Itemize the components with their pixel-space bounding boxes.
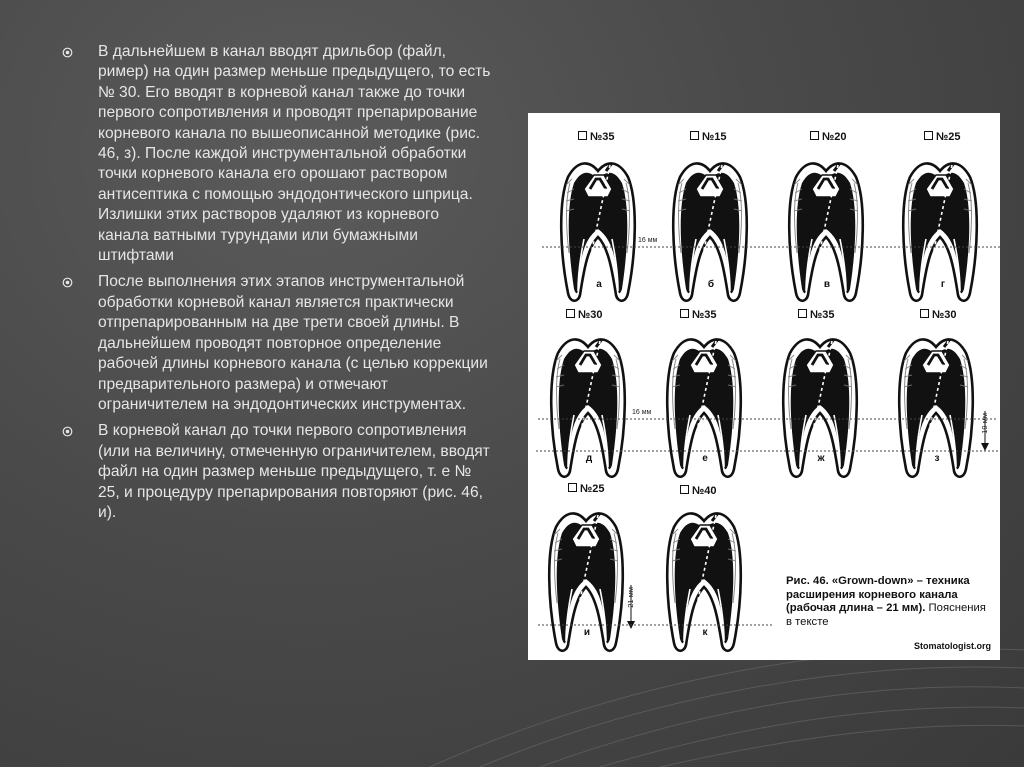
measure-label: 19 мм: [980, 413, 989, 434]
bullet-text: После выполнения этих этапов инструментальной обработки корневой канал является практически отпрепарированным на две трети своей длины. В дальнейшем проводят повторное определение рабочей длины корневого канала (с целью коррекции предварительного размера) и отмечают ограничителем на эндодонтических инструментах.: [98, 273, 488, 413]
instrument-size: №35: [810, 309, 835, 321]
circle-bullet-icon: [62, 277, 73, 288]
work-length-line: [538, 621, 774, 629]
instrument-size-label: [798, 309, 835, 321]
instrument-size-label: [680, 485, 717, 497]
tooth-letter: б: [707, 279, 715, 290]
tooth-letter: к: [702, 627, 708, 638]
instrument-size-label: [566, 309, 603, 321]
instrument-size: №20: [822, 131, 847, 143]
size-box-icon: [924, 131, 933, 140]
tooth-letter: а: [596, 279, 602, 290]
size-box-icon: [680, 485, 689, 494]
size-box-icon: [690, 131, 699, 140]
tooth-letter: г: [940, 279, 946, 290]
bullet-item: [62, 421, 492, 523]
size-box-icon: [798, 309, 807, 318]
size-box-icon: [578, 131, 587, 140]
bullet-list: [62, 42, 492, 529]
instrument-size: №25: [936, 131, 961, 143]
size-box-icon: [920, 309, 929, 318]
source-watermark: Stomatologist.org: [914, 641, 991, 651]
work-length-line: [536, 447, 998, 455]
size-box-icon: [810, 131, 819, 140]
instrument-size: №35: [590, 131, 615, 143]
caption-title: Рис. 46. «Grown-down» – техника расширения корневого канала (рабочая длина – 21 мм).: [786, 575, 970, 615]
circle-bullet-icon: [62, 426, 73, 437]
circle-bullet-icon: [62, 47, 73, 58]
instrument-size-label: [810, 131, 847, 143]
work-length-line: [542, 243, 1002, 251]
instrument-size: №30: [578, 309, 603, 321]
tooth-letter: з: [934, 453, 940, 464]
bullet-text: В корневой канал до точки первого сопротивления (или на величину, отмеченную ограничителем, вводят файл на один размер меньше предыдущего, т. е № 25, и процедуру препарирования повторяют (рис. 46, и).: [98, 422, 490, 521]
tooth-letter: ж: [817, 453, 825, 464]
tooth-letter: е: [702, 453, 708, 464]
size-box-icon: [680, 309, 689, 318]
instrument-size-label: [568, 483, 605, 495]
bullet-item: [62, 42, 492, 266]
measure-label: 21 мм: [626, 587, 635, 608]
instrument-size: №25: [580, 483, 605, 495]
tooth-letter: и: [583, 627, 591, 638]
tooth-letter: в: [823, 279, 831, 290]
instrument-size: №30: [932, 309, 957, 321]
tooth-letter: д: [585, 453, 593, 464]
instrument-size-label: [920, 309, 957, 321]
instrument-size-label: [924, 131, 961, 143]
work-length-line: [538, 415, 998, 423]
instrument-size-label: [680, 309, 717, 321]
figure-caption: [786, 575, 994, 629]
dental-figure: [528, 113, 1000, 660]
instrument-size-label: [690, 131, 727, 143]
caption-note: Пояснения в тексте: [786, 602, 986, 628]
bullet-text: В дальнейшем в канал вводят дрильбор (файл, ример) на один размер меньше предыдущего, то есть № 30. Его вводят в корневой канал также до точки первого сопротивления и проводят препарирование корневого канала по вышеописанной методике (рис. 46, з). После каждой инструментальной обработки точки корневого канала его орошают раствором антисептика с помощью эндодонтического шприца. Излишки этих растворов удаляют из корневого канала ватными турундами или бумажными штифтами: [98, 43, 491, 265]
instrument-size: №15: [702, 131, 727, 143]
measure-label: 16 мм: [632, 409, 652, 416]
instrument-size: №40: [692, 485, 717, 497]
measure-label: 16 мм: [638, 237, 658, 244]
size-box-icon: [566, 309, 575, 318]
instrument-size: №35: [692, 309, 717, 321]
bullet-item: [62, 272, 492, 415]
instrument-size-label: [578, 131, 615, 143]
size-box-icon: [568, 483, 577, 492]
